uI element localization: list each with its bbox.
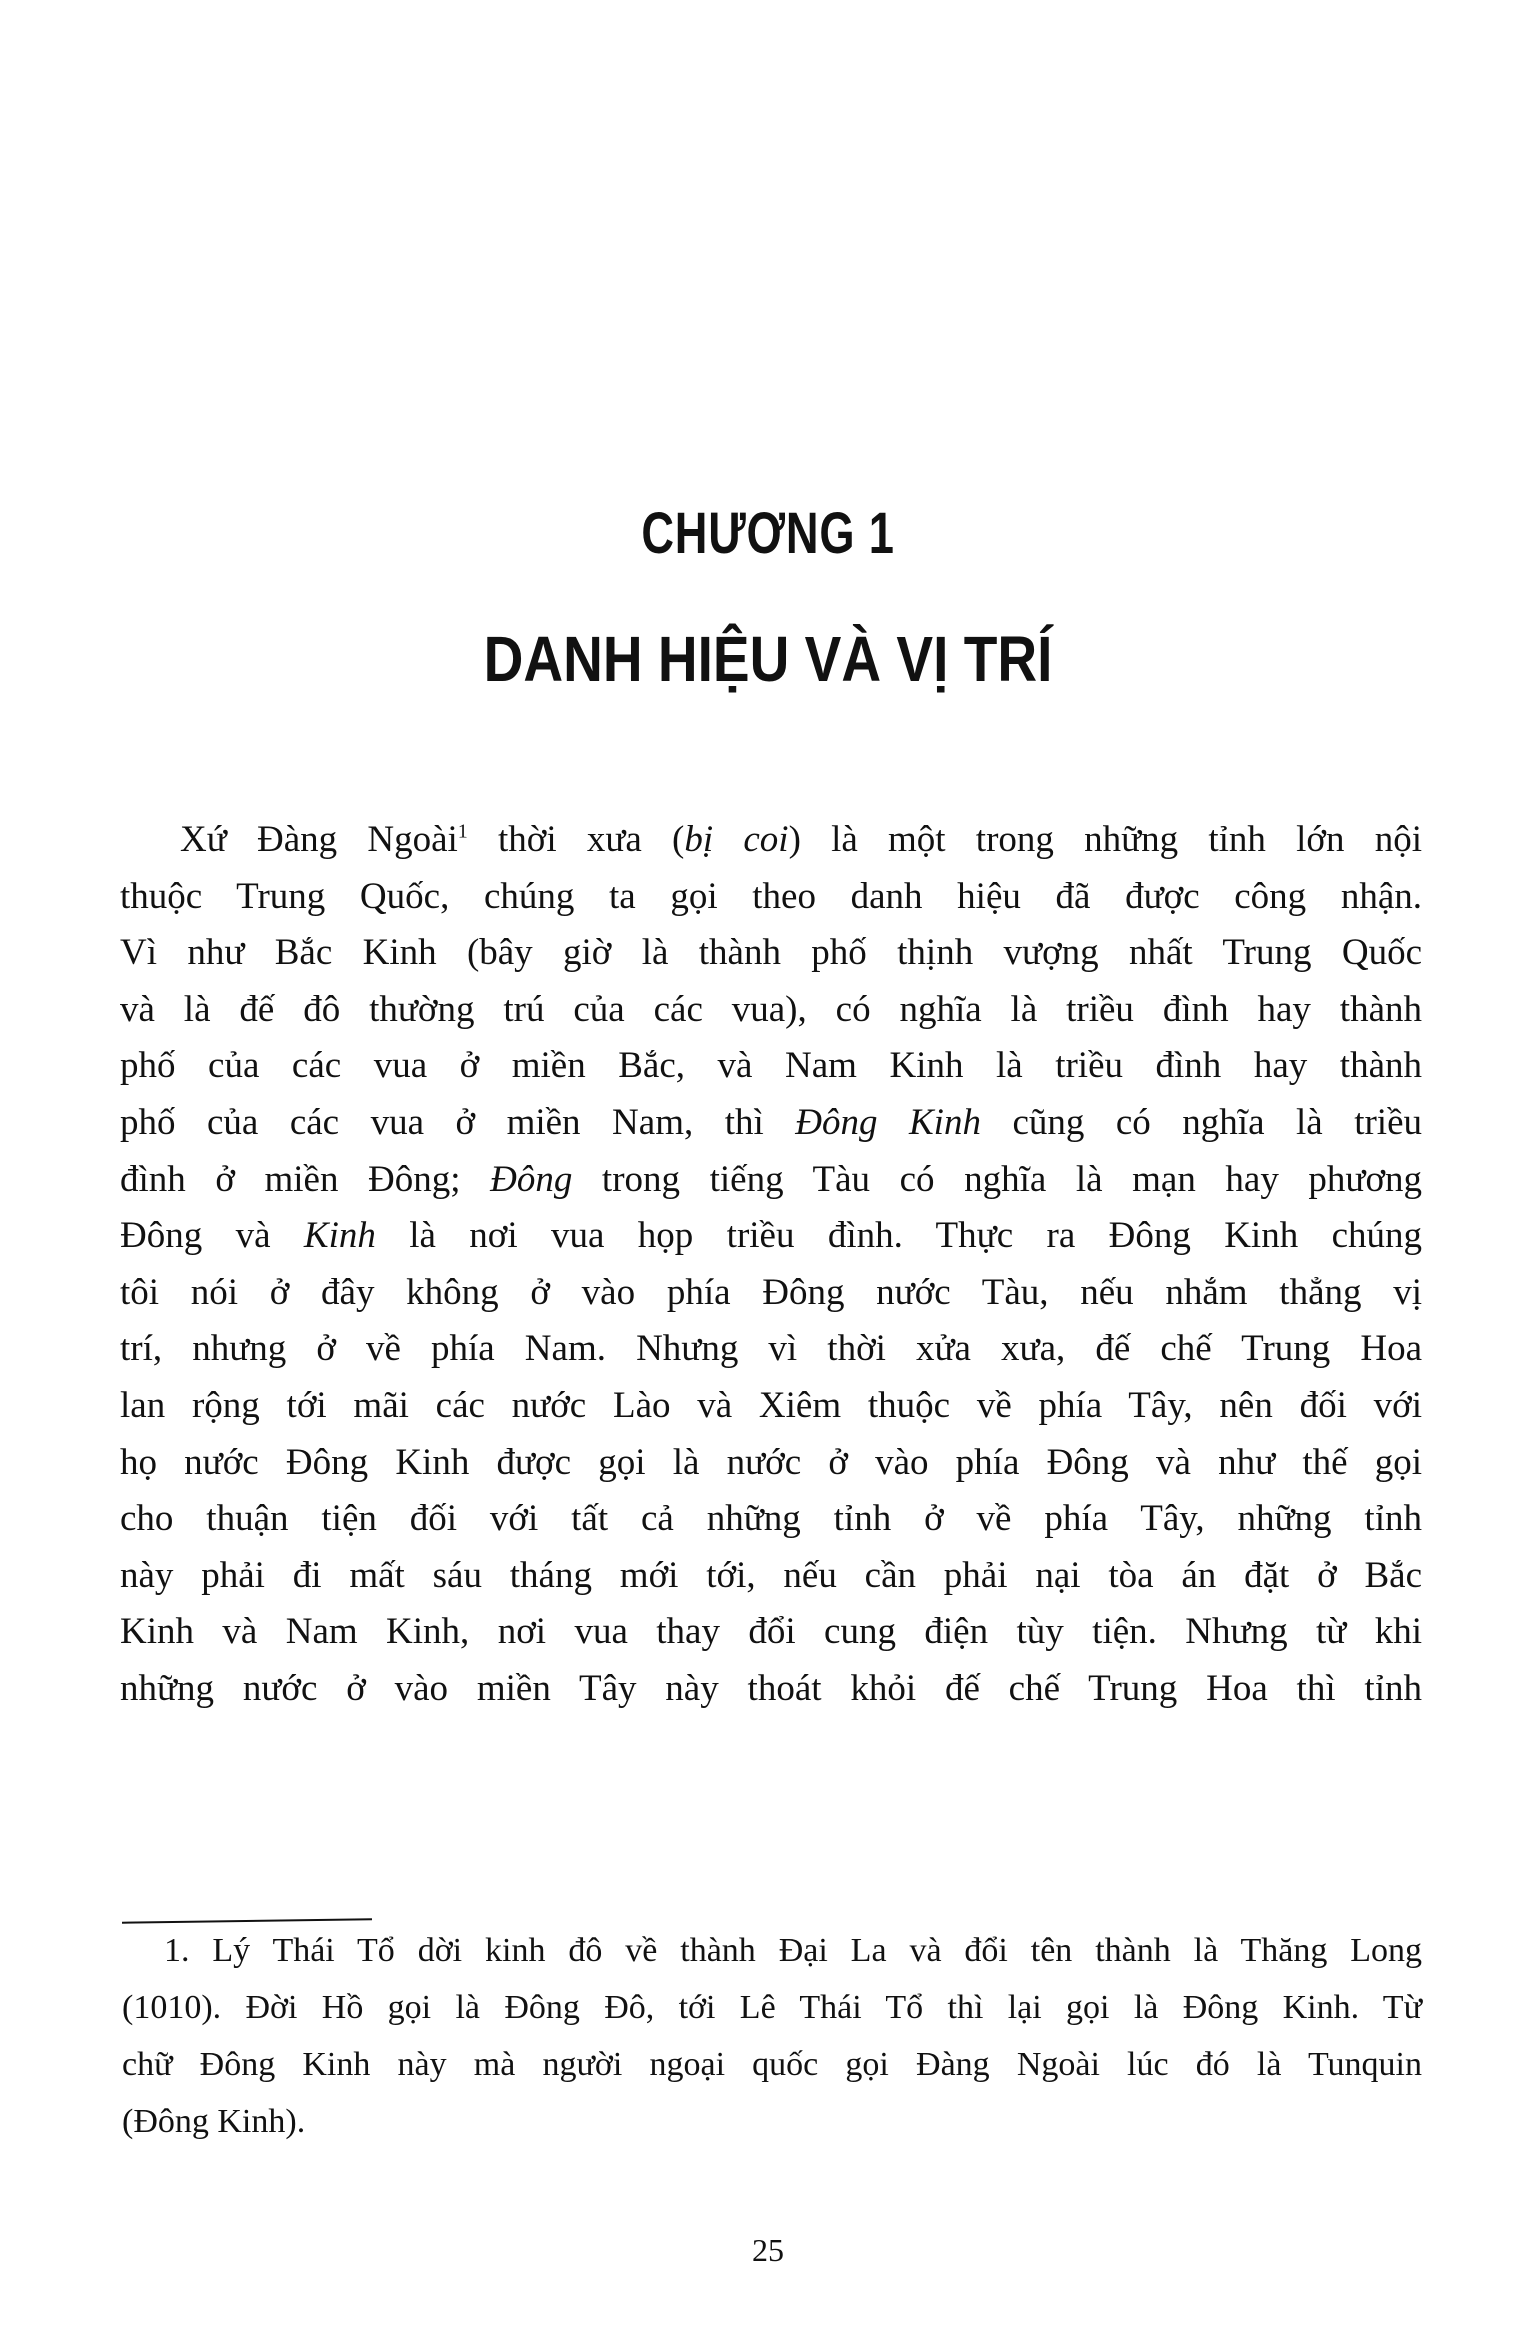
text-segment: thuộc Trung Quốc, chúng ta gọi theo danh hiệu đã được công nhận. [120, 875, 1422, 917]
text-line [120, 982, 1422, 1039]
text-segment: Vì như Bắc Kinh (bây giờ là thành phố thịnh vượng nhất Trung Quốc [120, 932, 1422, 974]
text-line [120, 1548, 1422, 1605]
text-line [120, 1208, 1422, 1265]
text-line [120, 1378, 1422, 1435]
text-segment: Xứ Đàng Ngoài [180, 819, 458, 860]
footnotes [122, 1922, 1422, 2150]
footnote-line: 1. Lý Thái Tổ dời kinh đô về thành Đại La và đổi tên thành là Thăng Long [164, 1932, 1422, 1969]
italic-text: Kinh [303, 1215, 376, 1257]
text-segment: cũng có nghĩa là triều [980, 1101, 1422, 1143]
text-line [120, 925, 1422, 982]
text-segment: trí, nhưng ở về phía Nam. Nhưng vì thời xửa xưa, đế chế Trung Hoa [120, 1328, 1422, 1370]
footnote-line: (1010). Đời Hồ gọi là Đông Đô, tới Lê Thái Tổ thì lại gọi là Đông Kinh. Từ [122, 1989, 1422, 2026]
text-line [120, 1265, 1422, 1322]
body-text [120, 812, 1422, 1718]
footnote-line: (Đông Kinh). [122, 2103, 306, 2140]
text-segment: thời xưa ( [467, 819, 685, 860]
italic-text: Đông [490, 1158, 573, 1200]
text-segment: và là đế đô thường trú của các vua), có nghĩa là triều đình hay thành [120, 988, 1422, 1030]
text-line [120, 1152, 1422, 1209]
text-line [120, 869, 1422, 926]
text-line [120, 1491, 1422, 1548]
italic-text: Đông Kinh [795, 1101, 981, 1143]
text-segment: ) là một trong những tỉnh lớn nội [788, 819, 1422, 860]
text-segment: là nơi vua họp triều đình. Thực ra Đông Kinh chúng [375, 1215, 1422, 1257]
text-segment: những nước ở vào miền Tây này thoát khỏi đế chế Trung Hoa thì tỉnh [120, 1667, 1422, 1709]
text-segment: này phải đi mất sáu tháng mới tới, nếu cần phải nại tòa án đặt ở Bắc [120, 1554, 1422, 1596]
text-line [120, 1661, 1422, 1718]
italic-text: bị coi [684, 819, 789, 860]
text-segment: phố của các vua ở miền Bắc, và Nam Kinh là triều đình hay thành [120, 1045, 1422, 1087]
text-segment: cho thuận tiện đối với tất cả những tỉnh ở về phía Tây, những tỉnh [120, 1498, 1422, 1540]
text-line [120, 1604, 1422, 1661]
page-number: 25 [752, 2232, 784, 2268]
footnote-line: chữ Đông Kinh này mà người ngoại quốc gọi Đàng Ngoài lúc đó là Tunquin [122, 2046, 1422, 2083]
text-segment: Đông và [120, 1215, 304, 1257]
text-line [120, 1095, 1422, 1152]
text-segment: tôi nói ở đây không ở vào phía Đông nước Tàu, nếu nhắm thẳng vị [120, 1271, 1422, 1313]
text-segment: đình ở miền Đông; [120, 1158, 491, 1200]
text-line [120, 1435, 1422, 1492]
chapter-title: DANH HIỆU VÀ VỊ TRÍ [483, 623, 1053, 695]
text-segment: trong tiếng Tàu có nghĩa là mạn hay phương [572, 1158, 1422, 1200]
text-segment: lan rộng tới mãi các nước Lào và Xiêm thuộc về phía Tây, nên đối với [120, 1384, 1422, 1426]
text-line [120, 1038, 1422, 1095]
chapter-number: CHƯƠNG 1 [641, 501, 895, 566]
text-segment: phố của các vua ở miền Nam, thì [120, 1101, 796, 1143]
text-line [120, 1321, 1422, 1378]
text-segment: họ nước Đông Kinh được gọi là nước ở vào phía Đông và như thế gọi [120, 1441, 1422, 1483]
footnote-ref: 1 [457, 820, 468, 843]
text-segment: Kinh và Nam Kinh, nơi vua thay đổi cung điện tùy tiện. Nhưng từ khi [120, 1611, 1422, 1653]
text-line [120, 812, 1422, 869]
